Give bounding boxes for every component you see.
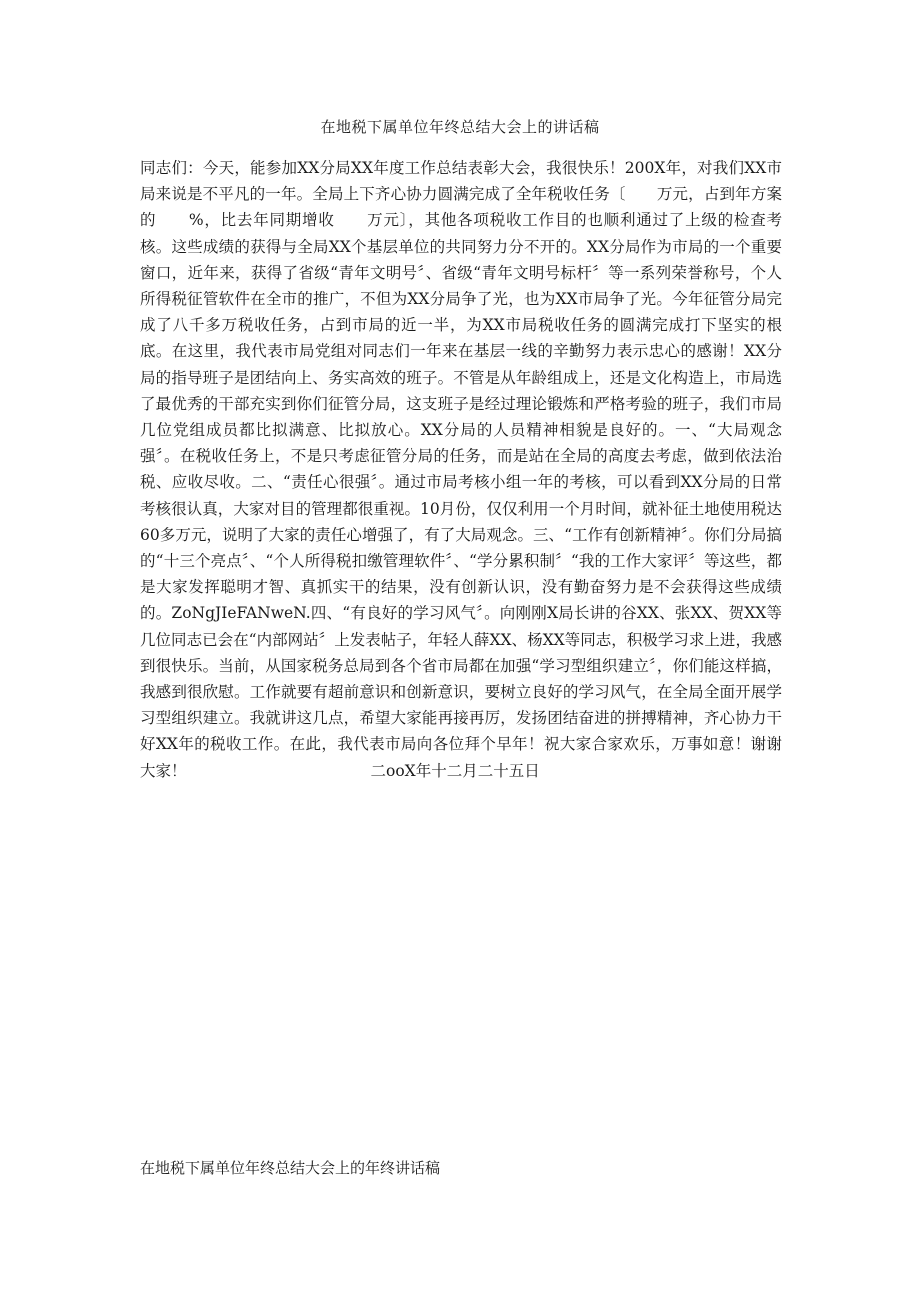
footer-title: 在地税下属单位年终总结大会上的年终讲话稿 bbox=[140, 1159, 441, 1177]
speech-date: 二ooX年十二月二十五日 bbox=[370, 761, 540, 780]
document-title: 在地税下属单位年终总结大会上的讲话稿 bbox=[320, 118, 600, 136]
speech-text: 同志们：今天，能参加XX分局XX年度工作总结表彰大会，我很快乐！200X年，对我们XX市局来说是不平凡的一年。全局上下齐心协力圆满完成了全年税收任务〔 万元，占到年方案的 %，比去年同期增收 万元〕，其他各项税收工作目的也顺利通过了上级的检查考核。这些成绩的获得与全局XX个基层单位的共同努力分不开的。XX分局作为市局的一个重要窗口，近年来，获得了省级“青年文明号〞、省级“青年文明号标杆〞等一系列荣誉称号，个人所得税征管软件在全市的推广，不但为XX分局争了光，也为XX市局争了光。今年征管分局完成了八千多万税收任务，占到市局的近一半，为XX市局税收任务的圆满完成打下坚实的根底。在这里，我代表市局党组对同志们一年来在基层一线的辛勤努力表示忠心的感谢！XX分局的指导班子是团结向上、务实高效的班子。不管是从年龄组成上，还是文化构造上，市局选了最优秀的干部充实到你们征管分局，这支班子是经过理论锻炼和严格考验的班子，我们市局几位党组成员都比拟满意、比拟放心。XX分局的人员精神相貌是良好的。一、“大局观念强〞。在税收任务上，不是只考虑征管分局的任务，而是站在全局的高度去考虑，做到依法治税、应收尽收。二、“责任心很强〞。通过市局考核小组一年的考核，可以看到XX分局的日常考核很认真，大家对目的管理都很重视。10月份，仅仅利用一个月时间，就补征土地使用税达60多万元，说明了大家的责任心增强了，有了大局观念。三、“工作有创新精神〞。你们分局搞的“十三个亮点〞、“个人所得税扣缴管理软件〞、“学分累积制〞“我的工作大家评〞等这些，都是大家发挥聪明才智、真抓实干的结果，没有创新认识，没有勤奋努力是不会获得这些成绩的。ZoNgJIeFANweN.四、“有良好的学习风气〞。向刚刚X局长讲的谷XX、张XX、贺XX等几位同志已会在“内部网站〞上发表帖子，年轻人薛XX、杨XX等同志，积极学习求上进，我感到很快乐。当前，从国家税务总局到各个省市局都在加强“学习型组织建立〞，你们能这样搞，我感到很欣慰。工作就要有超前意识和创新意识，要树立良好的学习风气，在全局全面开展学习型组织建立。我就讲这几点，希望大家能再接再厉，发扬团结奋进的拼搏精神，齐心协力干好XX年的税收工作。在此，我代表市局向各位拜个早年！祝大家合家欢乐，万事如意！谢谢大家！ bbox=[140, 159, 782, 780]
speech-body bbox=[140, 155, 782, 784]
